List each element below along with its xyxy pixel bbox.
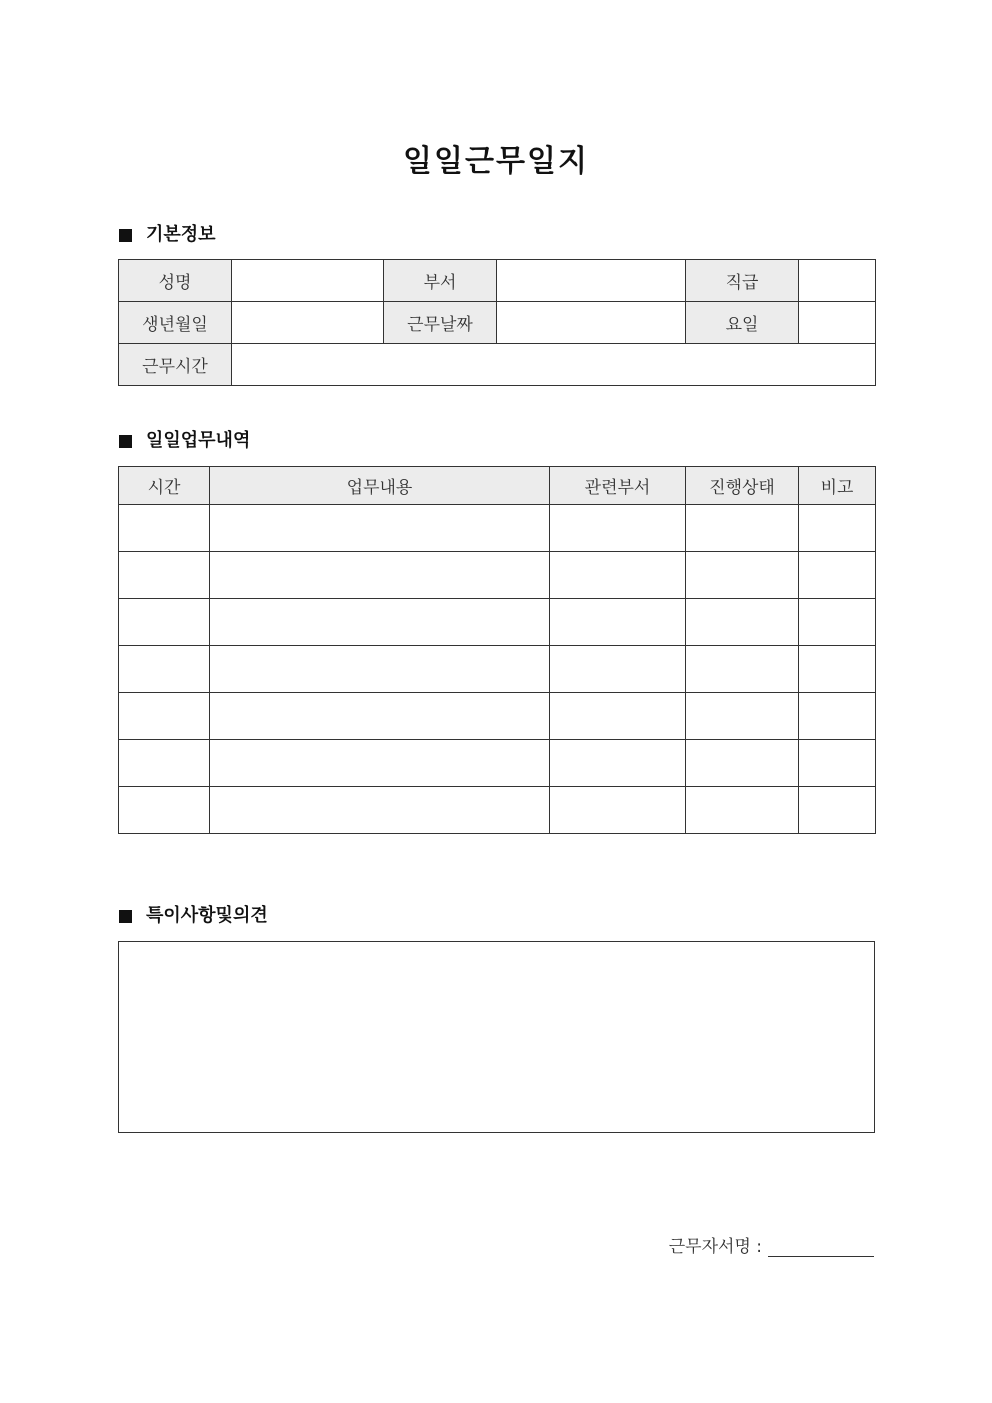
task-department-cell[interactable] <box>550 646 686 693</box>
info-row-1 <box>119 260 876 302</box>
tasks-body <box>119 505 876 834</box>
name-field[interactable] <box>232 260 384 302</box>
table-row <box>119 787 876 834</box>
table-row <box>119 693 876 740</box>
task-content-cell[interactable] <box>210 646 550 693</box>
column-header-related-department: 관련부서 <box>550 467 686 505</box>
task-time-cell[interactable] <box>119 505 210 552</box>
signature-field[interactable] <box>768 1238 874 1257</box>
task-time-cell[interactable] <box>119 646 210 693</box>
info-row-2 <box>119 302 876 344</box>
weekday-field[interactable] <box>799 302 876 344</box>
notes-heading-text: 특이사항및의견 <box>146 905 268 926</box>
work-date-label: 근무날짜 <box>384 302 497 344</box>
task-department-cell[interactable] <box>550 505 686 552</box>
position-label: 직급 <box>686 260 799 302</box>
daily-tasks-heading <box>119 428 250 454</box>
signature-label: 근무자서명 : <box>668 1237 762 1257</box>
square-bullet-icon <box>119 435 132 448</box>
tasks-header-row <box>119 467 876 505</box>
table-row <box>119 552 876 599</box>
column-header-remarks: 비고 <box>799 467 876 505</box>
task-content-cell[interactable] <box>210 505 550 552</box>
task-status-cell[interactable] <box>686 740 799 787</box>
task-remarks-cell[interactable] <box>799 552 876 599</box>
task-status-cell[interactable] <box>686 693 799 740</box>
task-status-cell[interactable] <box>686 646 799 693</box>
task-time-cell[interactable] <box>119 693 210 740</box>
task-content-cell[interactable] <box>210 552 550 599</box>
table-row <box>119 599 876 646</box>
task-status-cell[interactable] <box>686 552 799 599</box>
task-remarks-cell[interactable] <box>799 599 876 646</box>
basic-info-table <box>118 259 876 386</box>
task-content-cell[interactable] <box>210 787 550 834</box>
column-header-status: 진행상태 <box>686 467 799 505</box>
task-remarks-cell[interactable] <box>799 646 876 693</box>
task-remarks-cell[interactable] <box>799 787 876 834</box>
column-header-task: 업무내용 <box>210 467 550 505</box>
task-department-cell[interactable] <box>550 599 686 646</box>
task-remarks-cell[interactable] <box>799 505 876 552</box>
task-department-cell[interactable] <box>550 693 686 740</box>
task-department-cell[interactable] <box>550 740 686 787</box>
basic-info-heading <box>119 222 216 248</box>
info-row-3 <box>119 344 876 386</box>
task-department-cell[interactable] <box>550 552 686 599</box>
table-row <box>119 646 876 693</box>
task-time-cell[interactable] <box>119 740 210 787</box>
department-field[interactable] <box>497 260 686 302</box>
work-date-field[interactable] <box>497 302 686 344</box>
department-label: 부서 <box>384 260 497 302</box>
weekday-label: 요일 <box>686 302 799 344</box>
task-time-cell[interactable] <box>119 599 210 646</box>
task-department-cell[interactable] <box>550 787 686 834</box>
birthdate-label: 생년월일 <box>119 302 232 344</box>
table-row <box>119 505 876 552</box>
square-bullet-icon <box>119 910 132 923</box>
task-time-cell[interactable] <box>119 552 210 599</box>
task-content-cell[interactable] <box>210 599 550 646</box>
work-hours-label: 근무시간 <box>119 344 232 386</box>
daily-tasks-heading-text: 일일업무내역 <box>146 430 251 451</box>
square-bullet-icon <box>119 229 132 242</box>
signature-block <box>560 1232 874 1257</box>
position-field[interactable] <box>799 260 876 302</box>
document-title: 일일근무일지 <box>403 144 589 179</box>
task-remarks-cell[interactable] <box>799 693 876 740</box>
task-time-cell[interactable] <box>119 787 210 834</box>
task-status-cell[interactable] <box>686 599 799 646</box>
table-row <box>119 740 876 787</box>
notes-heading <box>119 903 268 929</box>
task-status-cell[interactable] <box>686 505 799 552</box>
birthdate-field[interactable] <box>232 302 384 344</box>
daily-tasks-table <box>118 466 876 834</box>
task-remarks-cell[interactable] <box>799 740 876 787</box>
task-content-cell[interactable] <box>210 693 550 740</box>
name-label: 성명 <box>119 260 232 302</box>
basic-info-heading-text: 기본정보 <box>146 224 216 245</box>
column-header-time: 시간 <box>119 467 210 505</box>
work-hours-field[interactable] <box>232 344 876 386</box>
task-status-cell[interactable] <box>686 787 799 834</box>
notes-textarea[interactable] <box>118 941 875 1133</box>
task-content-cell[interactable] <box>210 740 550 787</box>
